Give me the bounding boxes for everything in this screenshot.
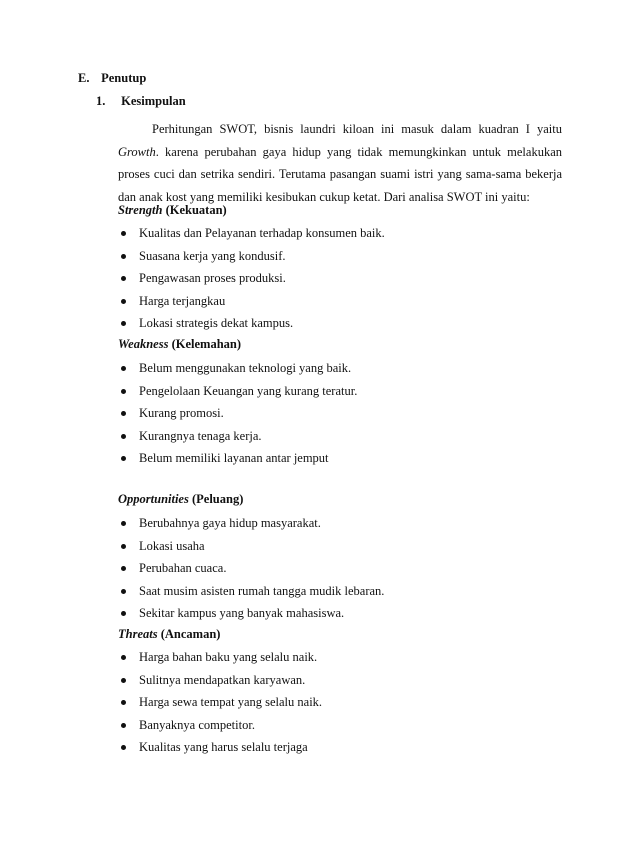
bullet-icon [121,589,126,594]
strength-heading [118,203,227,218]
list-item [118,736,322,759]
bullet-icon [121,456,126,461]
list-item [118,380,357,403]
list-item [118,267,385,290]
list-item [118,425,357,448]
section-number: E. [78,71,90,85]
list-item-text: Pengawasan proses produksi. [139,271,286,286]
list-item-text: Sekitar kampus yang banyak mahasiswa. [139,606,345,621]
strength-title-en: Strength [118,203,163,217]
list-item [118,669,322,692]
list-item-text: Belum menggunakan teknologi yang baik. [139,361,352,375]
paragraph-italic-term: Growth [118,144,156,159]
subsection-title: Kesimpulan [121,94,186,108]
list-item [118,447,357,470]
bullet-icon [121,745,126,750]
weakness-title-en: Weakness [118,337,169,351]
section-heading [78,71,146,86]
list-item-text: Berubahnya gaya hidup masyarakat. [139,516,321,530]
list-item [118,580,384,603]
list-item-text: Harga sewa tempat yang selalu naik. [139,695,323,710]
opportunities-title-en: Opportunities [118,492,189,506]
list-item-text: Harga terjangkau [139,293,226,308]
bullet-icon [121,611,126,616]
list-item [118,402,357,425]
weakness-list [118,357,357,470]
opportunities-list [118,512,384,625]
list-item-text: Sulitnya mendapatkan karyawan. [139,672,306,687]
threats-heading [118,627,220,642]
paragraph-text-2: . karena perubahan gaya hidup yang tidak memungkinkan untuk melakukan proses cuci dan setrika sendiri. Terutama pasangan suami istri yang sama-sama bekerja dan anak kost yang memiliki kesibukan cukup ketat. Dari analisa SWOT ini yaitu: [118,144,562,204]
list-item-text: Saat musim asisten rumah tangga mudik lebaran. [139,583,385,598]
subsection-number: 1. [96,94,106,108]
list-item-text: Perubahan cuaca. [139,561,227,576]
list-item [118,290,385,313]
list-item-text: Kualitas dan Pelayanan terhadap konsumen baik. [139,226,385,240]
opportunities-title-id: (Peluang) [191,492,244,506]
bullet-icon [121,678,126,683]
list-item-text: Suasana kerja yang kondusif. [139,248,286,263]
bullet-icon [121,655,126,660]
conclusion-paragraph [118,118,562,208]
list-item [118,357,357,380]
list-item-text: Belum memiliki layanan antar jemput [139,451,329,466]
list-item-text: Harga bahan baku yang selalu naik. [139,650,318,664]
bullet-icon [121,254,126,259]
bullet-icon [121,276,126,281]
list-item-text: Kurangnya tenaga kerja. [139,428,262,443]
threats-list [118,646,322,759]
list-item-text: Lokasi strategis dekat kampus. [139,316,294,331]
opportunities-heading [118,492,243,507]
list-item [118,714,322,737]
subsection-heading [96,94,186,109]
bullet-icon [121,389,126,394]
bullet-icon [121,231,126,236]
list-item [118,245,385,268]
bullet-icon [121,366,126,371]
list-item [118,602,384,625]
list-item [118,646,322,669]
bullet-icon [121,544,126,549]
list-item [118,557,384,580]
paragraph-text-1: Perhitungan SWOT, bisnis laundri kiloan ini masuk dalam kuadran I yaitu [152,122,562,136]
list-item [118,312,385,335]
list-item-text: Pengelolaan Keuangan yang kurang teratur. [139,383,358,398]
threats-title-en: Threats [118,627,158,641]
list-item-text: Kurang promosi. [139,406,224,421]
list-item [118,222,385,245]
bullet-icon [121,299,126,304]
list-item-text: Lokasi usaha [139,538,205,553]
weakness-title-id: (Kelemahan) [171,337,242,351]
bullet-icon [121,566,126,571]
list-item [118,512,384,535]
strength-title-id: (Kekuatan) [165,203,227,217]
threats-title-id: (Ancaman) [160,627,221,641]
bullet-icon [121,434,126,439]
bullet-icon [121,321,126,326]
list-item [118,535,384,558]
list-item [118,691,322,714]
weakness-heading [118,337,241,352]
bullet-icon [121,521,126,526]
list-item-text: Banyaknya competitor. [139,717,255,732]
bullet-icon [121,723,126,728]
list-item-text: Kualitas yang harus selalu terjaga [139,740,308,755]
bullet-icon [121,700,126,705]
bullet-icon [121,411,126,416]
strength-list [118,222,385,335]
section-title: Penutup [101,71,147,85]
